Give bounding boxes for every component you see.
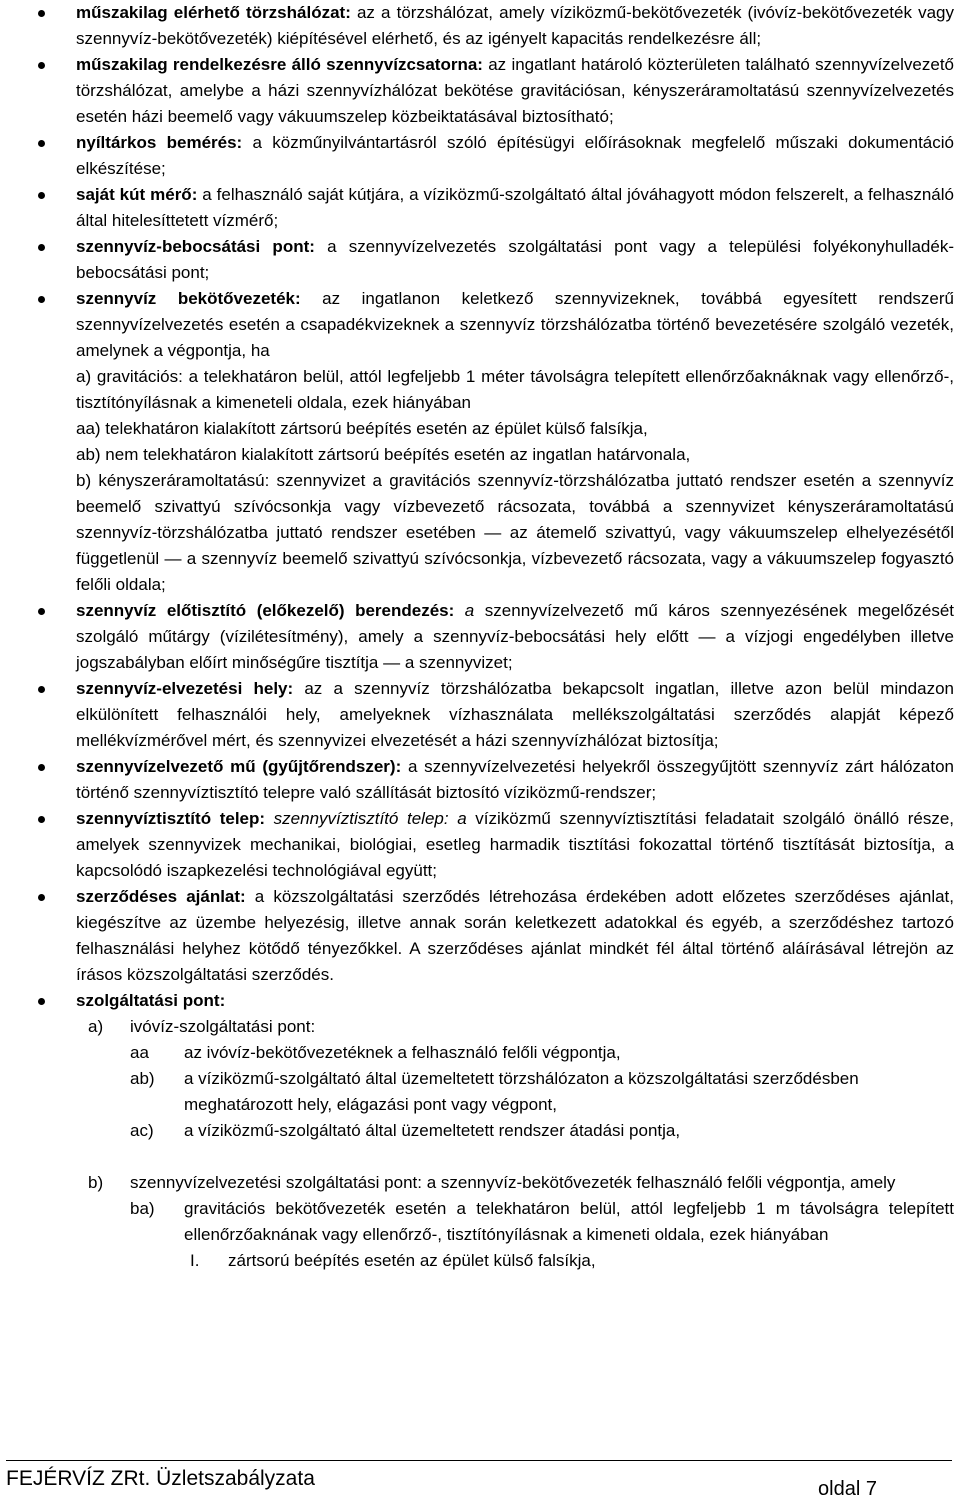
definition-text: az a törzshálózat, amely víziközmű-bekötővezeték (ivóvíz-bekötővezeték vagy szennyvíz-bekötővezeték) kiépítésével elérhető, és az igényelt kapacitás rendelkezésre áll; bbox=[76, 3, 954, 48]
definition-text: az ingatlant határoló közterületen található szennyvízelvezető törzshálózat, amelybe a házi szennyvízhálózat bekötése gravitációsan, kényszeráramoltatású szennyvízelvezetés esetén házi beemelő vagy vákuumszelep közbeiktatásával biztosítható; bbox=[76, 55, 954, 126]
bullet-icon bbox=[38, 998, 45, 1005]
pont-a bbox=[0, 1014, 960, 1040]
definition-text: a szennyvízelvezetés szolgáltatási pont vagy a települési folyékonyhulladék-bebocsátási pont; bbox=[76, 237, 955, 282]
definition-item bbox=[0, 676, 960, 754]
definition-term: saját kút mérő: bbox=[76, 185, 198, 204]
bullet-icon bbox=[38, 764, 45, 771]
pont-aa-text: az ivóvíz-bekötővezetéknek a felhasználó felőli végpontja, bbox=[184, 1043, 621, 1062]
definition-text: szennyvízelvezető mű káros szennyezésének megelőzését szolgáló műtárgy (vízilétesítmény), amely a szennyvíz-bebocsátási hely előtt — a vízjogi engedélyben illetve jogszabályban előírt minőségűre tisztítja — a szennyvizet; bbox=[76, 601, 954, 672]
definition-term: szennyvíz bekötővezeték: bbox=[76, 289, 301, 308]
bullet-icon bbox=[38, 608, 45, 615]
bullet-icon bbox=[38, 192, 45, 199]
definition-term: szennyvíz-elvezetési hely: bbox=[76, 679, 294, 698]
footer-divider bbox=[6, 1460, 952, 1461]
definition-item bbox=[0, 598, 960, 676]
pont-aa-label: aa bbox=[130, 1043, 149, 1062]
pont-ac-text: a víziközmű-szolgáltató által üzemeltetett rendszer átadási pontja, bbox=[184, 1121, 681, 1140]
pont-aa bbox=[0, 1040, 960, 1066]
subclause-a: a) gravitációs: a telekhatáron belül, attól legfeljebb 1 méter távolságra telepített ellenőrzőaknáknak vagy ellenőrző-, tisztítónyílásnak a kimeneteli oldala, ezek hiányában bbox=[76, 367, 954, 412]
definition-item bbox=[0, 182, 960, 234]
definition-term: műszakilag elérhető törzshálózat: bbox=[76, 3, 351, 22]
bullet-icon bbox=[38, 816, 45, 823]
subclause-aa: aa) telekhatáron kialakított zártsorú beépítés esetén az épület külső falsíkja, bbox=[76, 419, 648, 438]
pont-ba-text: gravitációs bekötővezeték esetén a telekhatáron belül, attól legfeljebb 1 m távolságra telepített ellenőrzőaknának vagy ellenőrző-, tisztítónyílásnak a kimeneti oldala, ezek hiányában bbox=[184, 1199, 954, 1244]
definition-text: a szennyvízelvezetési helyekről összegyűjtött szennyvíz zárt hálózaton történő szennyvíztisztító telepre való szállítását biztosító víziközmű-rendszer; bbox=[76, 757, 954, 802]
pont-ba bbox=[0, 1196, 960, 1248]
definition-item bbox=[0, 806, 960, 884]
subclause-ab: ab) nem telekhatáron kialakított zártsorú beépítés esetén az ingatlan határvonala, bbox=[76, 445, 691, 464]
definition-item bbox=[0, 130, 960, 182]
pont-ab bbox=[0, 1066, 960, 1118]
bullet-icon bbox=[38, 296, 45, 303]
definition-term: szolgáltatási pont: bbox=[76, 991, 226, 1010]
bullet-icon bbox=[38, 62, 45, 69]
spacer bbox=[0, 1144, 960, 1170]
definition-item bbox=[0, 52, 960, 130]
definition-term: nyíltárkos bemérés: bbox=[76, 133, 243, 152]
pont-a-text: ivóvíz-szolgáltatási pont: bbox=[130, 1017, 316, 1036]
definition-italic: szennyvíztisztító telep: a bbox=[265, 809, 467, 828]
pont-i-label: I. bbox=[190, 1251, 200, 1270]
definition-item bbox=[0, 988, 960, 1014]
definition-item bbox=[0, 234, 960, 286]
page-number: oldal 7 bbox=[818, 1478, 877, 1500]
pont-ba-label: ba) bbox=[130, 1199, 155, 1218]
pont-a-label: a) bbox=[88, 1017, 104, 1036]
pont-b bbox=[0, 1170, 960, 1196]
definition-italic: a bbox=[454, 601, 475, 620]
pont-b-text: szennyvízelvezetési szolgáltatási pont: a szennyvíz-bekötővezeték felhasználó felőli végpontja, amely bbox=[130, 1173, 896, 1192]
definition-text: víziközmű szennyvíztisztítási feladatait szolgáló önálló része, amelyek szennyvizek mechanikai, biológiai, esetleg harmadik tisztítási fokozattal történő tisztítását biztosítja, a kapcsolódó iszapkezelési technológiával együtt; bbox=[76, 809, 955, 880]
bullet-icon bbox=[38, 244, 45, 251]
definition-text: a felhasználó saját kútjára, a víziközmű-szolgáltató által jóváhagyott módon felszerelt, a felhasználó által hitelesíttetett vízmérő; bbox=[76, 185, 954, 230]
definition-text: a közműnyilvántartásról szóló építésügyi előírásoknak megfelelő műszaki dokumentáció elkészítése; bbox=[76, 133, 954, 178]
definition-term: szennyvíz előtisztító (előkezelő) berendezés: bbox=[76, 601, 455, 620]
definition-item bbox=[0, 0, 960, 52]
definition-term: szennyvízelvezető mű (gyűjtőrendszer): bbox=[76, 757, 402, 776]
bullet-icon bbox=[38, 10, 45, 17]
bullet-icon bbox=[38, 686, 45, 693]
definition-term: szennyvíztisztító telep: bbox=[76, 809, 266, 828]
pont-b-label: b) bbox=[88, 1173, 104, 1192]
definition-term: szennyvíz-bebocsátási pont: bbox=[76, 237, 315, 256]
definition-item bbox=[0, 286, 960, 364]
pont-ab-text: a víziközmű-szolgáltató által üzemeltetett törzshálózaton a közszolgáltatási szerződésben meghatározott hely, elágazási pont vagy végpont, bbox=[184, 1069, 859, 1114]
definition-term: műszakilag rendelkezésre álló szennyvízcsatorna: bbox=[76, 55, 483, 74]
definition-item bbox=[0, 754, 960, 806]
definition-item bbox=[0, 884, 960, 988]
bullet-icon bbox=[38, 140, 45, 147]
footer-title: FEJÉRVÍZ ZRt. Üzletszabályzata bbox=[6, 1467, 315, 1490]
definition-term: szerződéses ajánlat: bbox=[76, 887, 246, 906]
pont-i bbox=[0, 1248, 960, 1274]
pont-ac bbox=[0, 1118, 960, 1144]
definition-text: a közszolgáltatási szerződés létrehozása érdekében adott előzetes szerződéses ajánlat, kiegészítve az üzembe helyezésig, illetve annak során keletkezett adatokkal és egyéb, a szerződéshez tartozó felhasználási helyhez kötődő tényezőkkel. A szerződéses ajánlat mindkét fél által történő aláírásával létrejön az írásos közszolgáltatási szerződés. bbox=[76, 887, 954, 984]
pont-ab-label: ab) bbox=[130, 1069, 155, 1088]
bullet-icon bbox=[38, 894, 45, 901]
pont-ac-label: ac) bbox=[130, 1121, 154, 1140]
pont-i-text: zártsorú beépítés esetén az épület külső falsíkja, bbox=[228, 1251, 596, 1270]
definition-text: az a szennyvíz törzshálózatba bekapcsolt ingatlan, illetve azon belül mindazon elkülönített felhasználói hely, amelyeknek vízhasználata mellékszolgáltatási szerződés alapját képező mellékvízmérővel mért, és szennyvizei elvezetését a házi szennyvízhálózat biztosítja; bbox=[76, 679, 954, 750]
subclause-b: b) kényszeráramoltatású: szennyvizet a gravitációs szennyvíz-törzshálózatba juttató rendszer esetén a szennyvíz beemelő szivattyú szívócsonkja vagy vízbevezető rácsozata, továbbá a szennyvizet kényszeráramoltatású szennyvíz-törzshálózatba juttató rendszer esetében — az átemelő szivattyú, vagy vákuumszelep elhelyezésétől függetlenül — a szennyvíz beemelő szivattyú szívócsonkja, vízbevezető rácsozata, vagy a vákuumszelep fogyasztó felőli oldala; bbox=[76, 471, 954, 594]
definition-text: az ingatlanon keletkező szennyvizeknek, továbbá egyesített rendszerű szennyvízelvezetés esetén a csapadékvizeknek a szennyvíz törzshálózatba történő bevezetésére szolgáló vezeték, amelynek a végpontja, ha bbox=[76, 289, 954, 360]
